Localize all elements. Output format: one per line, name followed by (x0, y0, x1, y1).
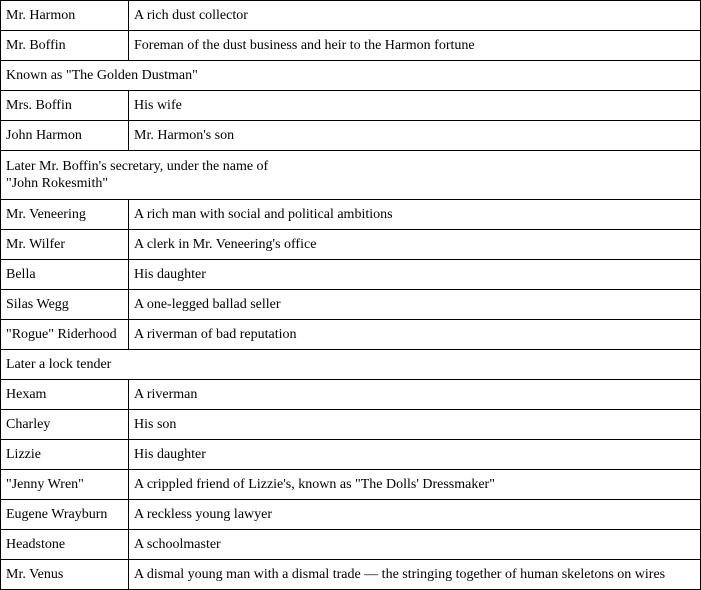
table-row-note (1, 350, 701, 380)
table-row (1, 320, 701, 350)
character-name: Headstone (1, 530, 129, 560)
table-row (1, 230, 701, 260)
table-row (1, 530, 701, 560)
table-row (1, 260, 701, 290)
character-name: Mrs. Boffin (1, 91, 129, 121)
character-name: Mr. Boffin (1, 31, 129, 61)
character-description: A dismal young man with a dismal trade — the stringing together of human skeletons on wires (129, 560, 701, 590)
character-description: A schoolmaster (129, 530, 701, 560)
table-row (1, 121, 701, 151)
character-description: A clerk in Mr. Veneering's office (129, 230, 701, 260)
note-line-1: Later Mr. Boffin's secretary, under the name of (6, 159, 269, 174)
table-row (1, 470, 701, 500)
table-row (1, 500, 701, 530)
character-description: Foreman of the dust business and heir to the Harmon fortune (129, 31, 701, 61)
table-row (1, 410, 701, 440)
character-name: Hexam (1, 380, 129, 410)
character-name: "Jenny Wren" (1, 470, 129, 500)
character-description: His daughter (129, 260, 701, 290)
character-name: Bella (1, 260, 129, 290)
character-note (1, 151, 701, 200)
character-description: Mr. Harmon's son (129, 121, 701, 151)
table-row-note (1, 151, 701, 200)
character-description: His wife (129, 91, 701, 121)
character-description: A rich dust collector (129, 1, 701, 31)
table-row (1, 560, 701, 590)
character-name: Charley (1, 410, 129, 440)
character-name: Mr. Harmon (1, 1, 129, 31)
table-row (1, 440, 701, 470)
character-description: A riverman of bad reputation (129, 320, 701, 350)
character-description: A rich man with social and political ambitions (129, 200, 701, 230)
character-name: Mr. Veneering (1, 200, 129, 230)
character-name: "Rogue" Riderhood (1, 320, 129, 350)
character-note: Known as "The Golden Dustman" (1, 61, 701, 91)
character-description: A one-legged ballad seller (129, 290, 701, 320)
character-description: His daughter (129, 440, 701, 470)
character-name: Lizzie (1, 440, 129, 470)
character-name: Mr. Wilfer (1, 230, 129, 260)
table-row (1, 380, 701, 410)
character-description: A reckless young lawyer (129, 500, 701, 530)
character-name: Mr. Venus (1, 560, 129, 590)
character-name: Eugene Wrayburn (1, 500, 129, 530)
table-row (1, 91, 701, 121)
table-row (1, 290, 701, 320)
table-row (1, 200, 701, 230)
note-line-2: "John Rokesmith" (6, 176, 109, 191)
character-name: John Harmon (1, 121, 129, 151)
character-note: Later a lock tender (1, 350, 701, 380)
character-description: A crippled friend of Lizzie's, known as "The Dolls' Dressmaker" (129, 470, 701, 500)
table-row (1, 1, 701, 31)
character-name: Silas Wegg (1, 290, 129, 320)
table-row (1, 31, 701, 61)
character-description: A riverman (129, 380, 701, 410)
character-description: His son (129, 410, 701, 440)
table-row-note (1, 61, 701, 91)
